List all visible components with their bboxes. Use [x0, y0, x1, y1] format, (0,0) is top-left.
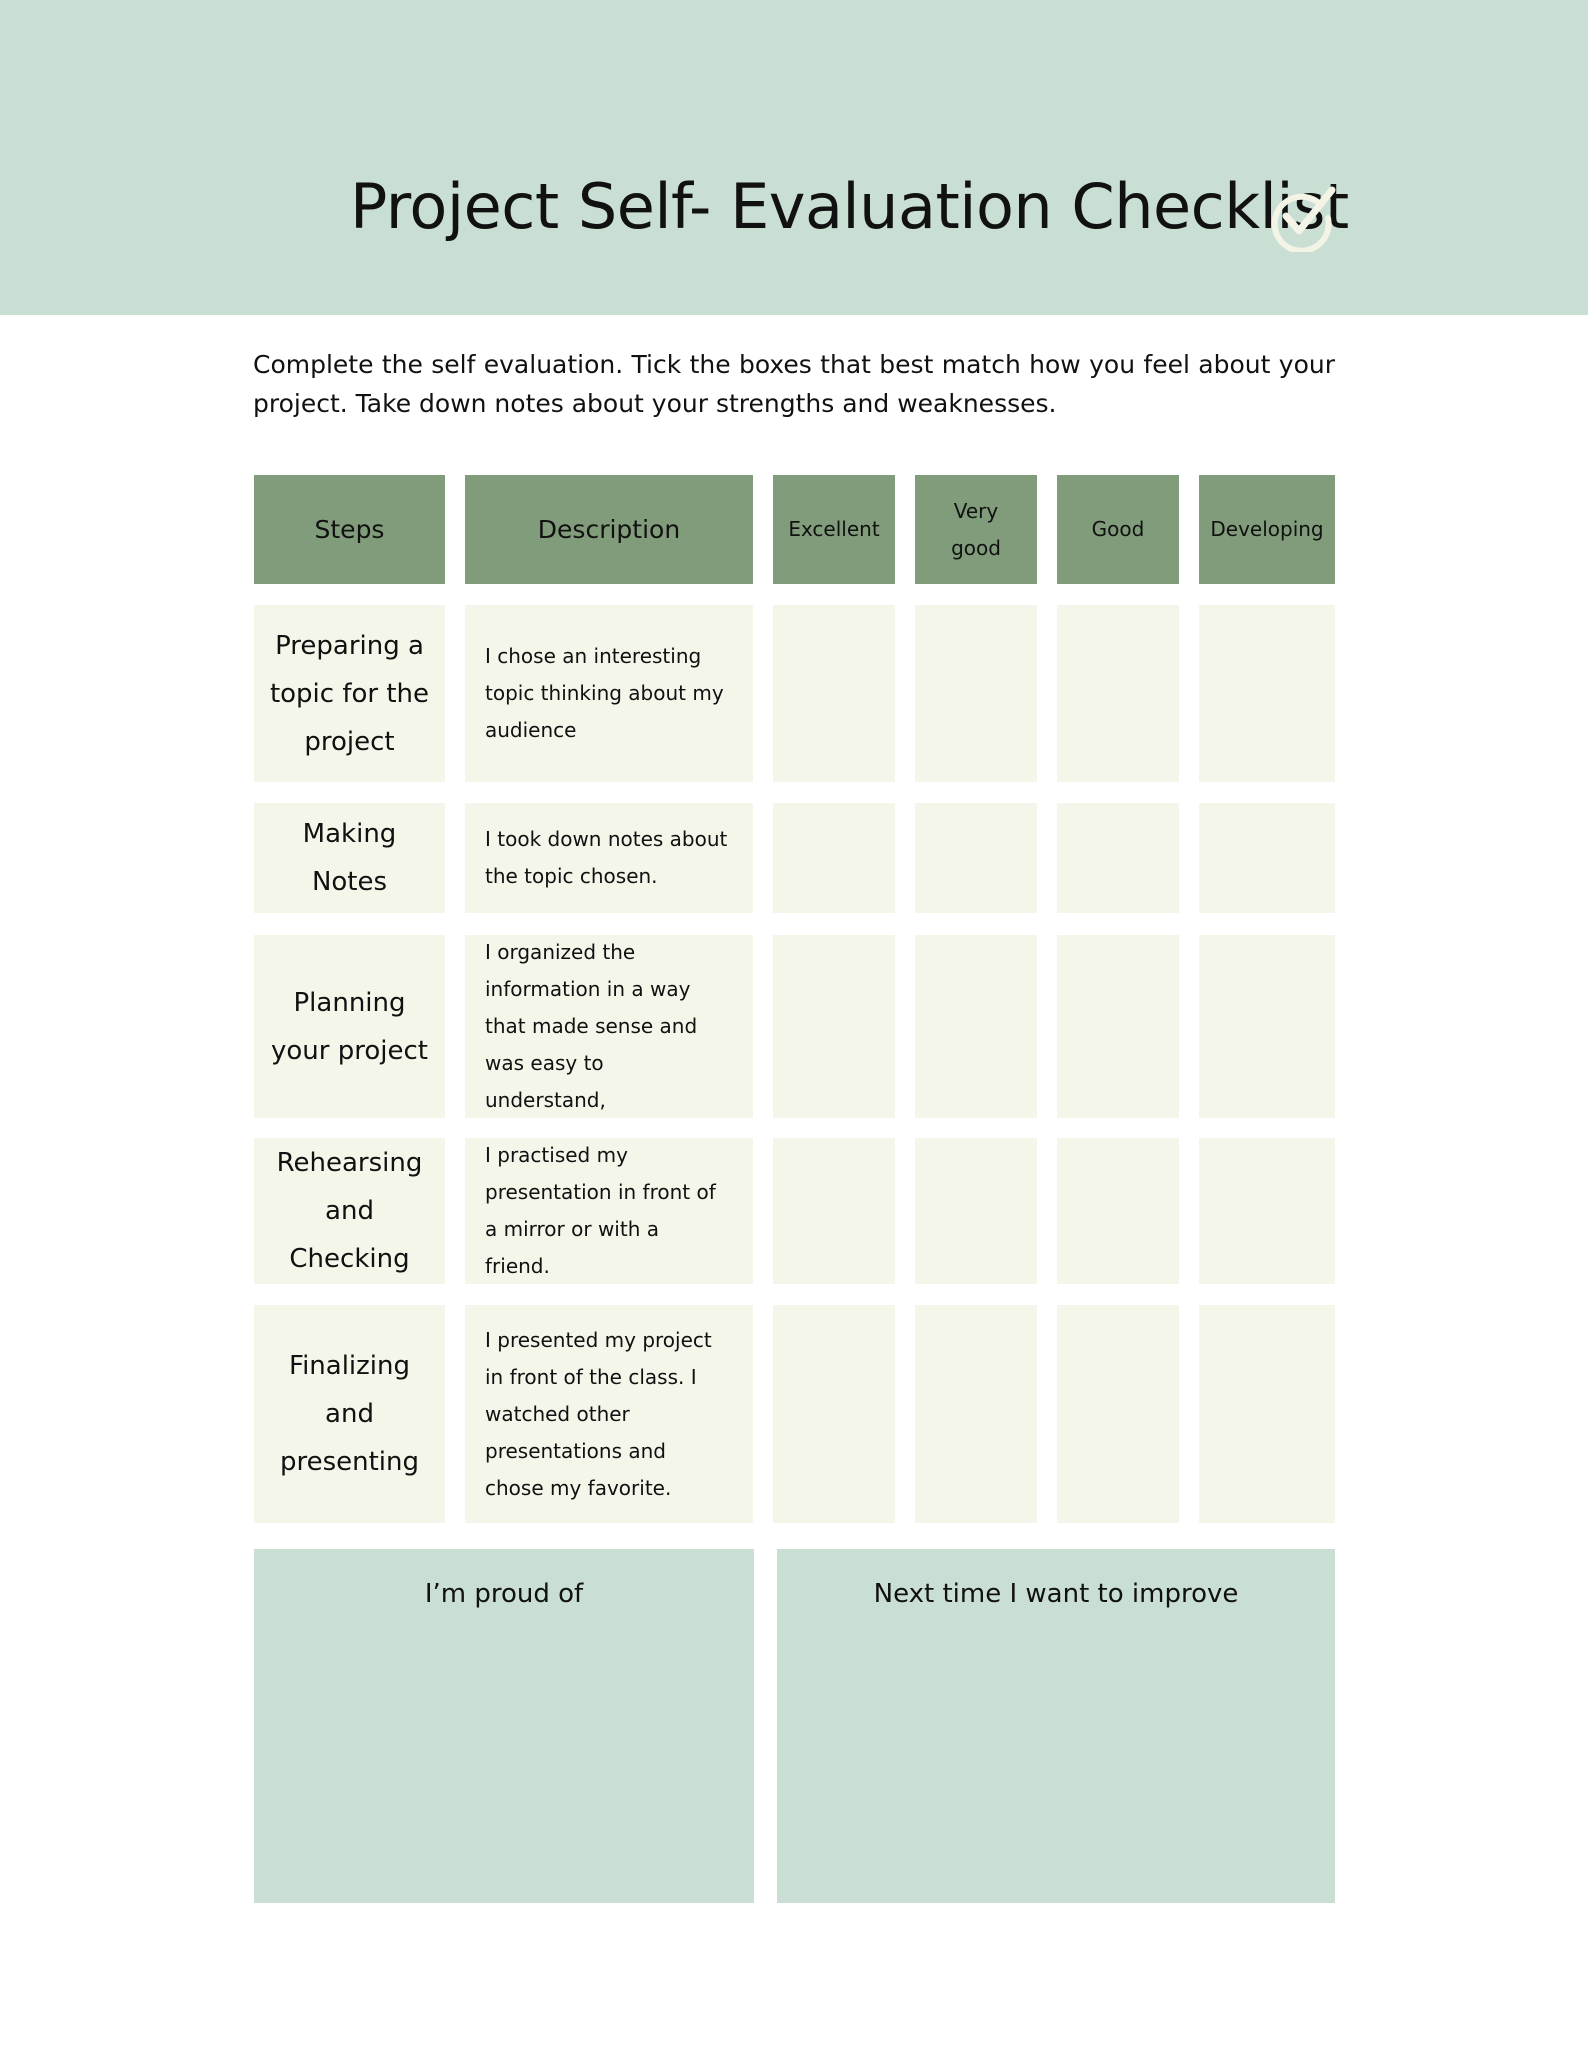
tick-box-developing[interactable] — [1199, 605, 1335, 782]
row-description: I took down notes about the topic chosen. — [465, 803, 753, 913]
checkmark-circle-icon — [1268, 182, 1338, 252]
row-step: Finalizing and presenting — [254, 1305, 445, 1523]
header-good: Good — [1057, 475, 1179, 584]
tick-box-excellent[interactable] — [773, 935, 895, 1118]
row-step: Planning your project — [254, 935, 445, 1118]
tick-box-good[interactable] — [1057, 935, 1179, 1118]
header-band — [0, 0, 1588, 315]
row-step: Making Notes — [254, 803, 445, 913]
row-description: I presented my project in front of the class. I watched other presentations and chose my favorite. — [465, 1305, 753, 1523]
tick-box-good[interactable] — [1057, 605, 1179, 782]
instructions: Complete the self evaluation. Tick the boxes that best match how you feel about your project. Take down notes about your strengths and weaknesses. — [253, 350, 1335, 418]
header-developing: Developing — [1199, 475, 1335, 584]
tick-box-good[interactable] — [1057, 803, 1179, 913]
tick-box-very-good[interactable] — [915, 803, 1037, 913]
tick-box-good[interactable] — [1057, 1305, 1179, 1523]
proud-of-label: I’m proud of — [424, 1579, 584, 1609]
row-description: I practised my presentation in front of a mirror or with a friend. — [465, 1138, 753, 1284]
tick-box-excellent[interactable] — [773, 803, 895, 913]
tick-box-very-good[interactable] — [915, 1138, 1037, 1284]
tick-box-good[interactable] — [1057, 1138, 1179, 1284]
tick-box-excellent[interactable] — [773, 1138, 895, 1284]
tick-box-very-good[interactable] — [915, 605, 1037, 782]
tick-box-developing[interactable] — [1199, 1138, 1335, 1284]
header-steps: Steps — [254, 475, 445, 584]
page-title: Project Self- Evaluation Checklist — [350, 170, 1349, 243]
row-step: Rehearsing and Checking — [254, 1138, 445, 1284]
tick-box-excellent[interactable] — [773, 605, 895, 782]
tick-box-developing[interactable] — [1199, 1305, 1335, 1523]
tick-box-developing[interactable] — [1199, 803, 1335, 913]
improve-label: Next time I want to improve — [873, 1579, 1239, 1609]
header-very-good: Very good — [915, 475, 1037, 584]
header-excellent: Excellent — [773, 475, 895, 584]
row-step: Preparing a topic for the project — [254, 605, 445, 782]
tick-box-developing[interactable] — [1199, 935, 1335, 1118]
row-description: I chose an interesting topic thinking about my audience — [465, 605, 753, 782]
header-description: Description — [465, 475, 753, 584]
tick-box-excellent[interactable] — [773, 1305, 895, 1523]
tick-box-very-good[interactable] — [915, 935, 1037, 1118]
improve-box[interactable] — [777, 1549, 1335, 1903]
row-description: I organized the information in a way that made sense and was easy to understand, — [465, 935, 753, 1118]
tick-box-very-good[interactable] — [915, 1305, 1037, 1523]
proud-of-box[interactable] — [254, 1549, 754, 1903]
